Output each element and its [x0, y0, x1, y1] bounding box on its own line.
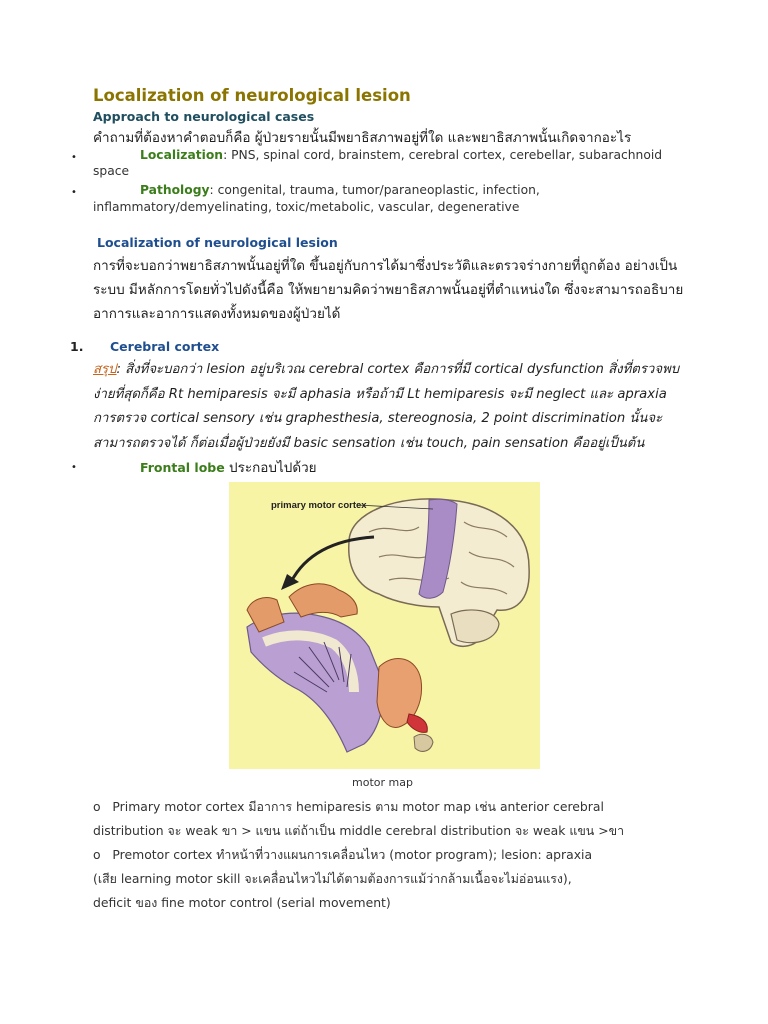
- frontal-lobe-rest: ประกอบไปด้วย: [224, 460, 317, 476]
- cortex-heading: Cerebral cortex: [110, 339, 220, 354]
- motor-text: Primary motor cortex มีอาการ hemiparesis ตาม motor map เช่น anterior cerebral: [112, 799, 604, 814]
- bullet-text: : PNS, spinal cord, brainstem, cerebral cortex, cerebellar, subarachnoid: [223, 148, 663, 162]
- bullet-marker: •: [71, 462, 77, 473]
- section-number: 1.: [70, 339, 84, 354]
- cerebellum: [451, 610, 499, 643]
- homunculus-tongue: [407, 714, 427, 732]
- motor-line: (เสีย learning motor skill จะเคลื่อนไหวไม่ได้ตามต้องการแม้ว่ากล้ามเนื้อจะไม่อ่อนแรง),: [93, 871, 572, 886]
- localization-line: อาการและอาการแสดงทั้งหมดของผู้ป่วยได้: [93, 306, 341, 322]
- cortex-summary-line: การตรวจ cortical sensory เช่น graphesthesia, stereognosia, 2 point discrimination นั้นจะ: [93, 411, 663, 426]
- motor-line-primary: [93, 798, 604, 817]
- bullet-marker: •: [71, 152, 77, 163]
- localization-line: การที่จะบอกว่าพยาธิสภาพนั้นอยู่ที่ใด ขึ้นอยู่กับการได้มาซึ่งประวัติและตรวจร่างกายที่ถูกต้อง อย่างเป็น: [93, 258, 678, 274]
- keyword-frontal-lobe: Frontal lobe: [140, 460, 225, 475]
- approach-question: คำถามที่ต้องหาคำตอบก็คือ ผู้ป่วยรายนั้นมีพยาธิสภาพอยู่ที่ใด และพยาธิสภาพนั้นเกิดจากอะไร: [93, 130, 632, 146]
- arrow-head: [281, 574, 299, 590]
- page-title: Localization of neurological lesion: [93, 86, 411, 105]
- cortex-summary-line: [93, 358, 679, 379]
- bullet-pathology: [140, 183, 540, 197]
- motor-line: distribution จะ weak ขา > แขน แต่ถ้าเป็น middle cerebral distribution จะ weak แขน >ขา: [93, 823, 625, 838]
- brainstem: [414, 734, 433, 751]
- brain-illustration: [229, 482, 540, 769]
- bullet-localization-cont: space: [93, 164, 130, 178]
- list-marker: o: [93, 847, 101, 862]
- list-marker: o: [93, 799, 101, 814]
- keyword-localization: Localization: [140, 148, 224, 162]
- cortex-summary-line: สามารถตรวจได้ ก็ต่อเมื่อผู้ป่วยยังมี basic sensation เช่น touch, pain sensation คืออยู่เป็นต้น: [93, 436, 645, 451]
- summary-text: : สิ่งที่จะบอกว่า lesion อยู่บริเวณ cerebral cortex คือการที่มี cortical dysfunction สิ่งที่ตรวจพบ: [116, 362, 680, 377]
- bullet-pathology-cont: inflammatory/demyelinating, toxic/metabolic, vascular, degenerative: [93, 200, 520, 214]
- motor-text: Premotor cortex ทำหน้าที่วางแผนการเคลื่อนไหว (motor program); lesion: apraxia: [112, 847, 593, 862]
- homunculus-hand: [289, 584, 357, 617]
- frontal-lobe-line: [140, 456, 317, 478]
- motor-map-figure: [229, 482, 540, 769]
- primary-motor-cortex-label: primary motor cortex: [271, 500, 367, 511]
- keyword-pathology: Pathology: [140, 183, 210, 197]
- bullet-localization: [140, 148, 662, 162]
- figure-caption: motor map: [352, 776, 413, 789]
- localization-line: ระบบ มีหลักการโดยทั่วไปดังนี้คือ ให้พยายามคิดว่าพยาธิสภาพนั้นอยู่ที่ตำแหน่งใด ซึ่งจะสามารถอธิบาย: [93, 282, 684, 298]
- bullet-marker: •: [71, 187, 77, 198]
- bullet-text: : congenital, trauma, tumor/paraneoplastic, infection,: [209, 183, 540, 197]
- localization-heading: Localization of neurological lesion: [97, 235, 338, 250]
- cortex-summary-line: ง่ายที่สุดก็คือ Rt hemiparesis จะมี aphasia หรือถ้ามี Lt hemiparesis จะมี neglect และ apraxia: [93, 387, 667, 402]
- motor-line-premotor: [93, 846, 592, 865]
- summary-label: สรุป: [93, 362, 117, 377]
- approach-heading: Approach to neurological cases: [93, 109, 315, 124]
- motor-line: deficit ของ fine motor control (serial movement): [93, 895, 391, 910]
